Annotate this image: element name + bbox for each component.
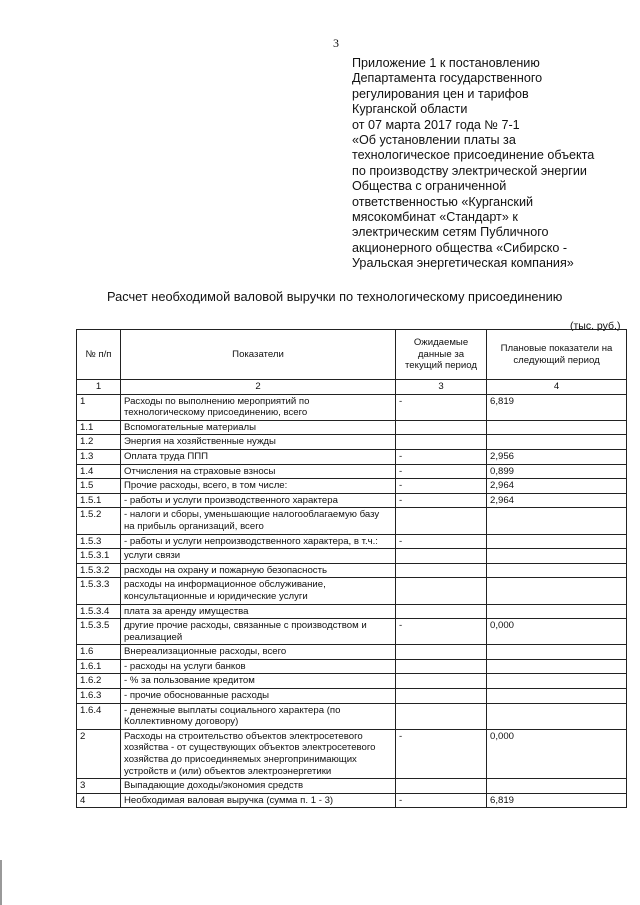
cell-expected (396, 779, 487, 794)
appendix-line: от 07 марта 2017 года № 7-1 (352, 117, 520, 132)
table-row (77, 674, 627, 689)
table-row (77, 645, 627, 660)
cell-planned (487, 534, 627, 549)
table-row (77, 479, 627, 494)
appendix-line: ответственностью «Курганский (352, 194, 534, 209)
cell-planned (487, 674, 627, 689)
cell-planned (487, 420, 627, 435)
cell-num: 1.5.2 (77, 508, 121, 534)
column-number: 2 (121, 380, 396, 395)
appendix-line: Курганской области (352, 102, 468, 117)
cell-indicator: Расходы на строительство объектов электросетевого хозяйства - от существующих объектов электросетевого хозяйства до присоединяемых энергопринимающих устройств и (или) объектов электроэнергетики (121, 729, 396, 778)
cell-num: 1.6.1 (77, 659, 121, 674)
table-row (77, 420, 627, 435)
scan-edge-line (0, 860, 2, 905)
table-row (77, 779, 627, 794)
cell-indicator: - денежные выплаты социального характера (по Коллективному договору) (121, 703, 396, 729)
cell-num: 1.6.4 (77, 703, 121, 729)
table-row (77, 619, 627, 645)
cell-indicator: Расходы по выполнению мероприятий по технологическому присоединению, всего (121, 394, 396, 420)
table-body (77, 394, 627, 808)
cell-indicator: - % за пользование кредитом (121, 674, 396, 689)
cell-planned (487, 508, 627, 534)
cell-num: 1.5.1 (77, 493, 121, 508)
table-row (77, 435, 627, 450)
cell-indicator: - расходы на услуги банков (121, 659, 396, 674)
cell-expected (396, 435, 487, 450)
table-row (77, 534, 627, 549)
appendix-line: «Об установлении платы за (352, 133, 516, 148)
cell-expected (396, 674, 487, 689)
header-num: № п/п (77, 330, 121, 380)
cell-indicator: - прочие обоснованные расходы (121, 689, 396, 704)
column-number: 4 (487, 380, 627, 395)
cell-indicator: Внереализационные расходы, всего (121, 645, 396, 660)
table-row (77, 659, 627, 674)
cell-num: 1.5.3.5 (77, 619, 121, 645)
cell-planned (487, 779, 627, 794)
cell-planned: 2,956 (487, 449, 627, 464)
cell-num: 3 (77, 779, 121, 794)
cell-expected (396, 563, 487, 578)
appendix-line: регулирования цен и тарифов (352, 86, 529, 101)
cell-indicator: Энергия на хозяйственные нужды (121, 435, 396, 450)
cell-num: 1.3 (77, 449, 121, 464)
cell-planned (487, 563, 627, 578)
table-row (77, 578, 627, 604)
cell-planned (487, 703, 627, 729)
cell-planned: 2,964 (487, 493, 627, 508)
header-indicator: Показатели (121, 330, 396, 380)
cell-num: 1 (77, 394, 121, 420)
cell-indicator: Вспомогательные материалы (121, 420, 396, 435)
cell-expected (396, 604, 487, 619)
cell-num: 1.5.3.1 (77, 549, 121, 564)
cell-indicator: Выпадающие доходы/экономия средств (121, 779, 396, 794)
cell-expected (396, 578, 487, 604)
cell-planned: 2,964 (487, 479, 627, 494)
cell-num: 4 (77, 793, 121, 808)
cell-planned: 0,899 (487, 464, 627, 479)
cell-num: 1.5.3.3 (77, 578, 121, 604)
cell-planned: 0,000 (487, 619, 627, 645)
cell-expected: - (396, 619, 487, 645)
column-number: 3 (396, 380, 487, 395)
cell-planned: 6,819 (487, 394, 627, 420)
cell-num: 1.5 (77, 479, 121, 494)
page-number: 3 (333, 36, 339, 50)
table-row (77, 793, 627, 808)
table-row (77, 508, 627, 534)
cell-indicator: другие прочие расходы, связанные с производством и реализацией (121, 619, 396, 645)
appendix-line: Уральская энергетическая компания» (352, 256, 574, 271)
table-row (77, 493, 627, 508)
cell-indicator: Оплата труда ППП (121, 449, 396, 464)
cell-expected: - (396, 394, 487, 420)
cell-planned (487, 604, 627, 619)
cell-num: 1.4 (77, 464, 121, 479)
table-row (77, 563, 627, 578)
cell-planned (487, 435, 627, 450)
appendix-line: акционерного общества «Сибирско - (352, 240, 568, 255)
table-row (77, 604, 627, 619)
appendix-line: Общества с ограниченной (352, 179, 507, 194)
cell-num: 1.2 (77, 435, 121, 450)
cell-planned (487, 549, 627, 564)
cell-planned (487, 659, 627, 674)
cell-num: 2 (77, 729, 121, 778)
cell-indicator: расходы на информационное обслуживание, консультационные и юридические услуги (121, 578, 396, 604)
cell-expected (396, 703, 487, 729)
appendix-header (352, 56, 622, 272)
appendix-line: электрическим сетям Публичного (352, 225, 549, 240)
cell-expected: - (396, 793, 487, 808)
units-label: (тыс. руб.) (570, 320, 621, 332)
cell-expected: - (396, 534, 487, 549)
cell-indicator: Необходимая валовая выручка (сумма п. 1 - 3) (121, 793, 396, 808)
column-number: 1 (77, 380, 121, 395)
cell-num: 1.5.3.4 (77, 604, 121, 619)
cell-expected (396, 689, 487, 704)
appendix-line: мясокомбинат «Стандарт» к (352, 210, 518, 225)
cell-expected: - (396, 449, 487, 464)
cell-expected (396, 659, 487, 674)
cell-expected: - (396, 729, 487, 778)
cell-planned (487, 689, 627, 704)
cell-expected (396, 549, 487, 564)
cell-indicator: расходы на охрану и пожарную безопасность (121, 563, 396, 578)
cell-indicator: услуги связи (121, 549, 396, 564)
cell-num: 1.1 (77, 420, 121, 435)
cell-planned: 0,000 (487, 729, 627, 778)
cell-indicator: Прочие расходы, всего, в том числе: (121, 479, 396, 494)
cell-expected: - (396, 464, 487, 479)
cell-expected: - (396, 479, 487, 494)
appendix-line: по производству электрической энергии (352, 163, 587, 178)
table-row (77, 449, 627, 464)
cell-num: 1.6.3 (77, 689, 121, 704)
table-row (77, 703, 627, 729)
appendix-line: технологическое присоединение объекта (352, 148, 595, 163)
cell-expected: - (396, 493, 487, 508)
cell-indicator: Отчисления на страховые взносы (121, 464, 396, 479)
header-expected: Ожидаемые данные за текущий период (396, 330, 487, 380)
cell-expected (396, 508, 487, 534)
cell-planned (487, 578, 627, 604)
cell-planned (487, 645, 627, 660)
cell-num: 1.5.3.2 (77, 563, 121, 578)
cell-expected (396, 420, 487, 435)
appendix-line: Приложение 1 к постановлению (352, 56, 540, 70)
table-row (77, 729, 627, 778)
cell-planned: 6,819 (487, 793, 627, 808)
revenue-table (76, 329, 627, 808)
cell-indicator: - налоги и сборы, уменьшающие налогооблагаемую базу на прибыль организаций, всего (121, 508, 396, 534)
cell-num: 1.6 (77, 645, 121, 660)
cell-indicator: - работы и услуги производственного характера (121, 493, 396, 508)
cell-indicator: плата за аренду имущества (121, 604, 396, 619)
table-row (77, 394, 627, 420)
cell-indicator: - работы и услуги непроизводственного характера, в т.ч.: (121, 534, 396, 549)
table-title: Расчет необходимой валовой выручки по технологическому присоединению (107, 289, 563, 304)
cell-expected (396, 645, 487, 660)
table-row (77, 464, 627, 479)
cell-num: 1.6.2 (77, 674, 121, 689)
table-row (77, 689, 627, 704)
cell-num: 1.5.3 (77, 534, 121, 549)
header-planned: Плановые показатели на следующий период (487, 330, 627, 380)
table-row (77, 549, 627, 564)
appendix-line: Департамента государственного (352, 71, 543, 86)
